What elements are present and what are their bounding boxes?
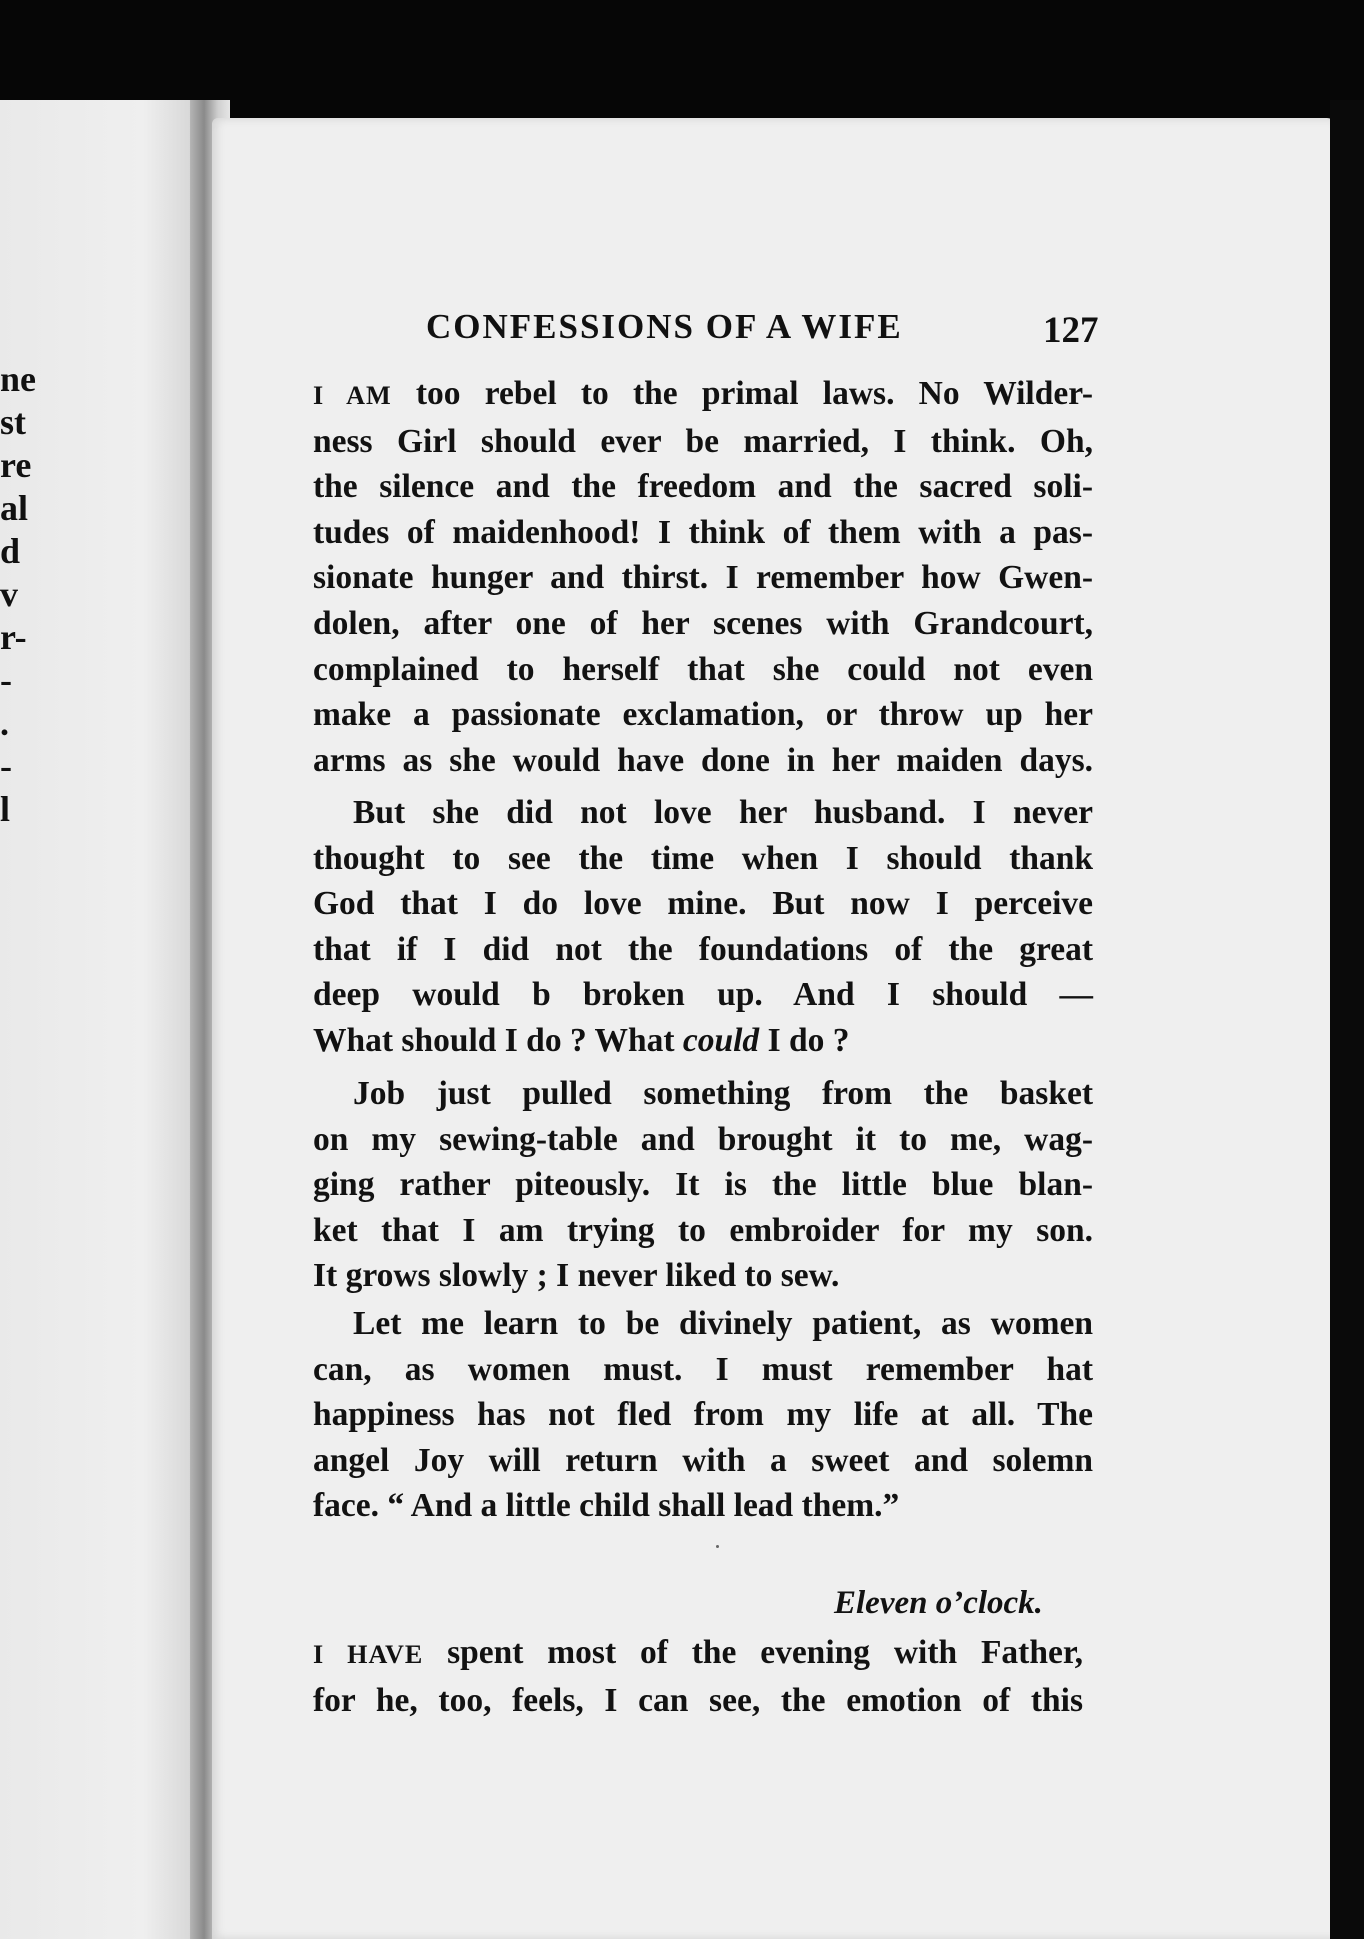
text-line: thought to see the time when I should thank: [313, 839, 1093, 877]
text-line: Let me learn to be divinely patient, as women: [353, 1305, 1093, 1342]
text-line: ness Girl should ever be married, I think. Oh,: [313, 422, 1093, 460]
paragraph: [313, 1301, 1093, 1529]
line-text: spent most of the evening with Father,: [423, 1634, 1083, 1671]
page-number: 127: [1043, 310, 1099, 351]
text-line: It grows slowly ; I never liked to sew.: [313, 1257, 840, 1295]
text-line: make a passionate exclamation, or throw up her: [313, 696, 1093, 734]
text-line: tudes of maidenhood! I think of them with a pas-: [313, 513, 1093, 551]
edge-line: -: [0, 746, 12, 786]
diary-timestamp: Eleven o’clock.: [834, 1585, 1043, 1621]
edge-line: d: [0, 531, 21, 571]
line-text: What should I do ? What: [313, 1021, 683, 1059]
text-line: happiness has not fled from my life at all. The: [313, 1396, 1093, 1434]
previous-page-text-edge: [0, 358, 40, 831]
previous-page-fragment: [0, 100, 205, 1939]
right-scan-edge: [1330, 100, 1364, 1939]
text-line: angel Joy will return with a sweet and solemn: [313, 1441, 1093, 1479]
section-break-dot: [716, 1545, 719, 1548]
text-line: But she did not love her husband. I never: [353, 794, 1093, 831]
text-line: arms as she would have done in her maiden days.: [313, 741, 1093, 779]
text-line: that if I did not the foundations of the great: [313, 930, 1093, 968]
edge-line: -: [0, 660, 12, 700]
page-header: [426, 307, 1106, 367]
text-line: the silence and the freedom and the sacred soli-: [313, 468, 1093, 506]
text-line: ging rather piteously. It is the little blue blan-: [313, 1166, 1093, 1204]
text-line: can, as women must. I must remember hat: [313, 1350, 1093, 1388]
text-line: complained to herself that she could not even: [313, 650, 1093, 688]
paragraph: [313, 1071, 1093, 1299]
edge-line: re: [0, 445, 32, 485]
text-line: God that I do love mine. But now I perceive: [313, 885, 1093, 923]
text-line: ket that I am trying to embroider for my son.: [313, 1211, 1093, 1249]
line-text: I do ?: [759, 1021, 850, 1059]
edge-line: st: [0, 402, 26, 442]
paragraph: [313, 1630, 1083, 1723]
paragraph: [313, 371, 1093, 783]
smallcaps-opening: I AM: [313, 381, 392, 410]
line-text: too rebel to the primal laws. No Wilder-: [391, 375, 1094, 412]
text-line: for he, too, feels, I can see, the emotion of this: [313, 1681, 1083, 1719]
edge-line: ne: [0, 359, 36, 399]
smallcaps-opening: I HAVE: [313, 1640, 424, 1669]
text-line: [313, 371, 1093, 419]
running-title: CONFESSIONS OF A WIFE: [426, 307, 903, 346]
paragraph: [313, 790, 1093, 1064]
text-line: sionate hunger and thirst. I remember how Gwen-: [313, 559, 1093, 597]
text-line: [313, 1630, 1083, 1678]
text-line: face. “ And a little child shall lead them.”: [313, 1487, 900, 1525]
text-line: Job just pulled something from the basket: [353, 1075, 1093, 1112]
italic-word: could: [682, 1021, 760, 1059]
edge-line: l: [0, 789, 11, 829]
edge-line: v: [0, 574, 18, 614]
edge-line: .: [0, 703, 9, 743]
edge-line: r-: [0, 617, 27, 657]
text-line: dolen, after one of her scenes with Grandcourt,: [313, 604, 1093, 642]
text-line: deep would b broken up. And I should —: [313, 976, 1093, 1014]
text-line: on my sewing-table and brought it to me, wag-: [313, 1120, 1093, 1158]
edge-line: al: [0, 488, 29, 528]
text-line: [313, 1018, 1093, 1064]
